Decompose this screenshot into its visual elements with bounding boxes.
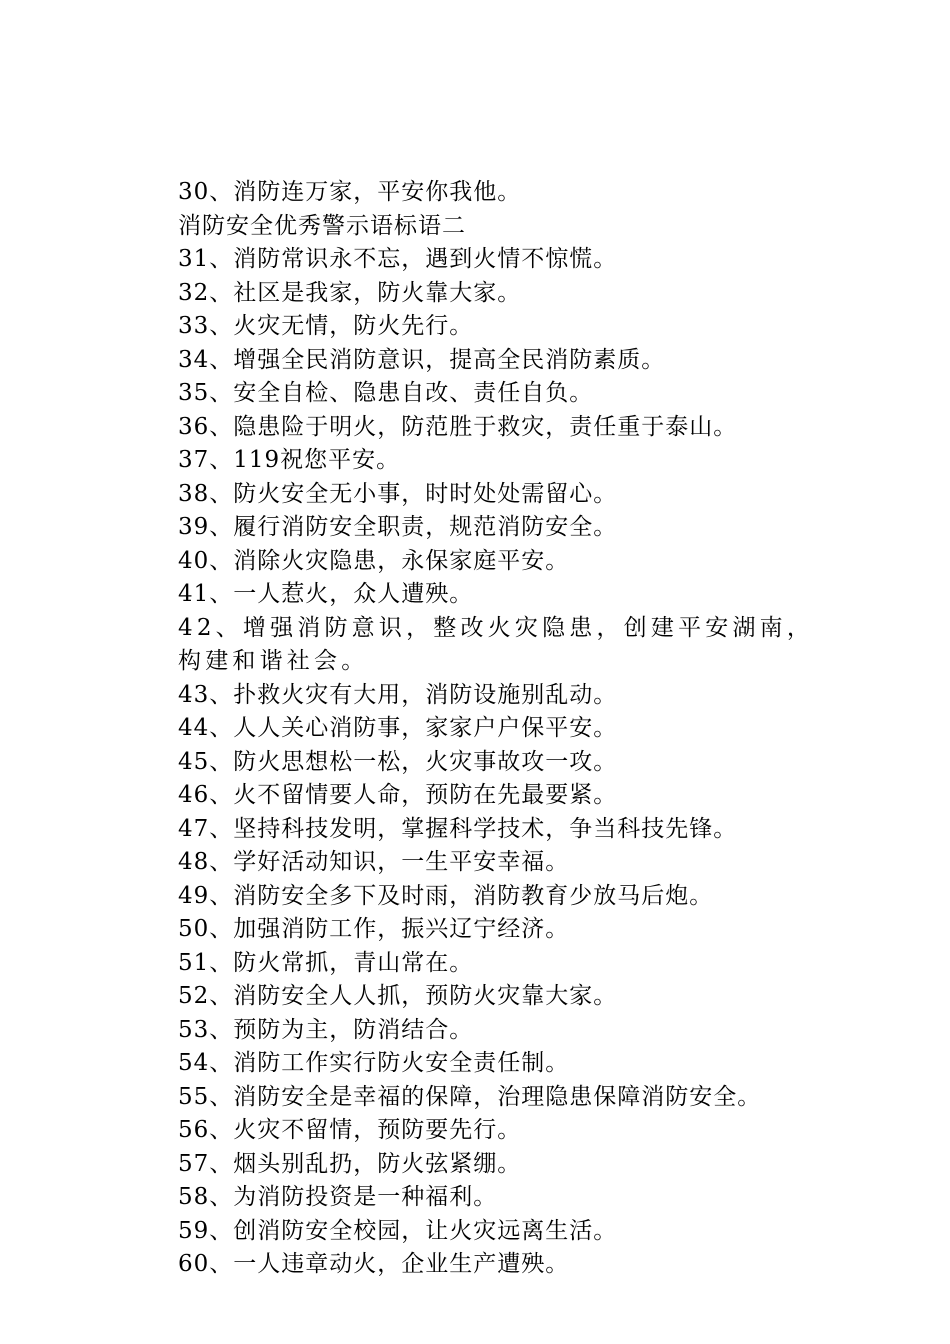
- text-line: 54、消防工作实行防火安全责任制。: [178, 1050, 570, 1076]
- text-line: 53、预防为主，防消结合。: [178, 1016, 474, 1043]
- text-line: 59、创消防安全校园，让火灾远离生活。: [178, 1217, 618, 1244]
- text-line: 39、履行消防安全职责，规范消防安全。: [178, 514, 618, 540]
- text-line: 38、防火安全无小事，时时处处需留心。: [178, 480, 618, 507]
- section-heading: 消防安全优秀警示语标语二: [178, 212, 466, 239]
- text-line: 50、加强消防工作，振兴辽宁经济。: [178, 916, 570, 942]
- text-line: 46、火不留情要人命，预防在先最要紧。: [178, 782, 618, 808]
- text-line: 51、防火常抓，青山常在。: [178, 949, 474, 976]
- text-line-wrapped: 42、增强消防意识，整改火灾隐患，创建平安湖南，构建和谐社会。: [178, 614, 815, 674]
- text-line: 36、隐患险于明火，防范胜于救灾，责任重于泰山。: [178, 413, 738, 440]
- text-line: 47、坚持科技发明，掌握科学技术，争当科技先锋。: [178, 815, 738, 842]
- text-line: 56、火灾不留情，预防要先行。: [178, 1117, 522, 1143]
- text-line: 34、增强全民消防意识，提高全民消防素质。: [178, 346, 666, 373]
- text-line: 33、火灾无情，防火先行。: [178, 313, 474, 339]
- text-line: 40、消除火灾隐患，永保家庭平安。: [178, 547, 570, 574]
- text-line: 43、扑救火灾有大用，消防设施别乱动。: [178, 681, 618, 708]
- text-line: 31、消防常识永不忘，遇到火情不惊慌。: [178, 246, 618, 272]
- document-body: [130, 176, 840, 1282]
- text-line: 44、人人关心消防事，家家户户保平安。: [178, 715, 618, 741]
- text-line: 37、119祝您平安。: [178, 447, 401, 473]
- text-line: 32、社区是我家，防火靠大家。: [178, 279, 522, 306]
- text-line: 55、消防安全是幸福的保障，治理隐患保障消防安全。: [178, 1083, 762, 1110]
- text-line: 45、防火思想松一松，火灾事故攻一攻。: [178, 748, 618, 775]
- text-line: 35、安全自检、隐患自改、责任自负。: [178, 380, 594, 406]
- text-line: 52、消防安全人人抓，预防火灾靠大家。: [178, 983, 618, 1009]
- text-line: 60、一人违章动火，企业生产遭殃。: [178, 1251, 570, 1277]
- text-line: 58、为消防投资是一种福利。: [178, 1184, 498, 1210]
- text-line: 41、一人惹火，众人遭殃。: [178, 581, 474, 607]
- text-line: 57、烟头别乱扔，防火弦紧绷。: [178, 1150, 522, 1177]
- text-line: 49、消防安全多下及时雨，消防教育少放马后炮。: [178, 882, 714, 909]
- text-line: 48、学好活动知识，一生平安幸福。: [178, 849, 570, 875]
- text-line: 30、消防连万家，平安你我他。: [178, 179, 522, 205]
